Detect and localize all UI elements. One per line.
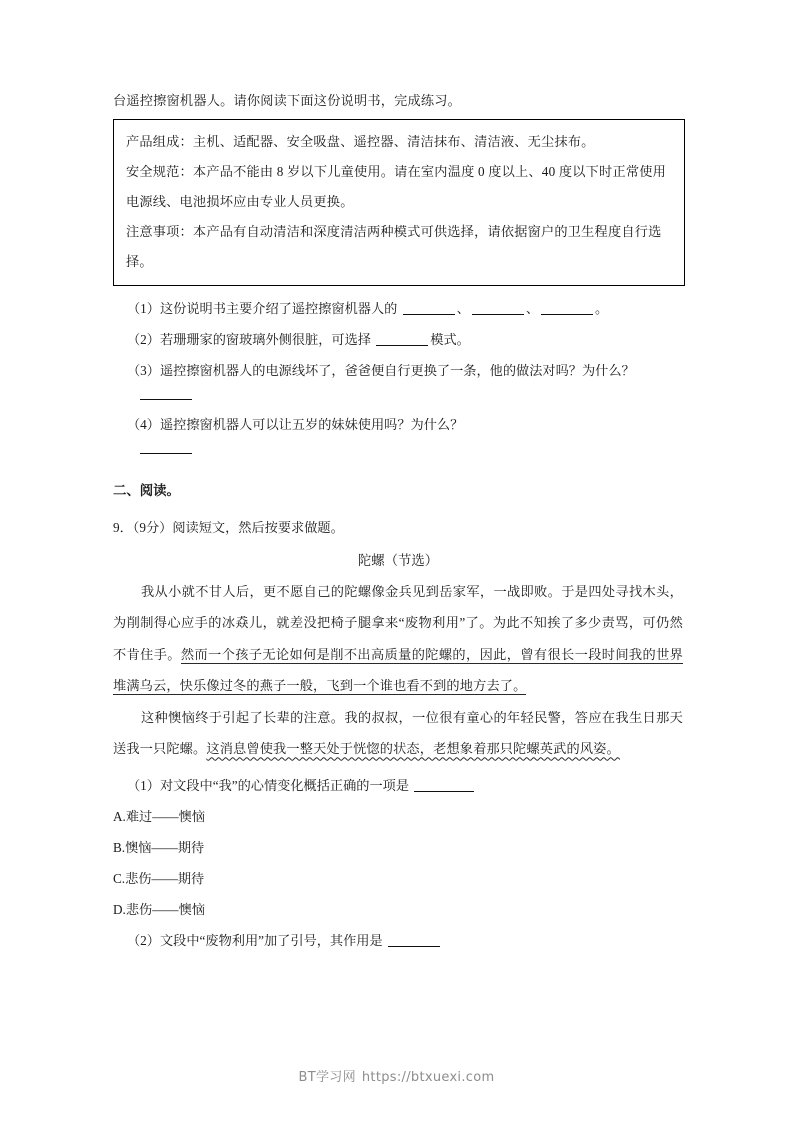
choice-key: C. [113,870,126,886]
passage-text-underlined: 然而一个孩子无论如何是削不出高质量的陀螺的，因此，曾有很长一段时间我的世界堆满乌云，快乐像过冬的燕子一般，飞到一个谁也看不到的地方去了。 [113,646,684,694]
spacer [113,286,683,293]
manual-line-notes: 注意事项：本产品有自动清洁和深度清洁两种模式可供选择，请依据窗户的卫生程度自行选择。 [126,223,662,269]
manual-line-composition: 产品组成：主机、适配器、安全吸盘、遥控器、清洁抹布、清洁液、无尘抹布。 [126,133,595,149]
answer-blank[interactable] [388,933,440,947]
question-suffix: 模式。 [430,331,470,347]
passage-text-plain: 这种懊恼终于引起了长辈的注意。我的叔叔，一位很有童心的年轻民警，答应在我生日那天送我一只陀螺。 [113,709,683,757]
manual-line-safety: 安全规范：本产品不能由 8 岁以下儿童使用。请在室内温度 0 度以上、40 度以下时正常使用电源线、电池损坏应由专业人员更换。 [126,163,666,209]
reading-question-stem: 9．（9分）阅读短文，然后按要求做题。 [113,520,344,536]
choice-label: 悲伤——懊恼 [125,901,205,917]
answer-blank[interactable] [472,301,524,315]
spec-question-1 [113,293,683,324]
passage-text-wavy-underlined: 这消息曾使我一整天处于恍惚的状态，老想象着那只陀螺英武的风姿。 [206,741,620,757]
choice-key: A. [113,808,126,824]
answer-blank[interactable] [403,301,455,315]
choice-key: B. [113,839,126,855]
question-text: 文段中“废物利用”加了引号，其作用是 [159,932,383,948]
choice-option-b[interactable] [113,832,683,863]
choice-label: 悲伤——期待 [125,870,205,886]
choice-option-d[interactable] [113,894,683,925]
choice-key: D. [113,901,126,917]
question-text: 对文段中“我”的心情变化概括正确的一项是 [159,777,410,793]
question-number: （3） [127,362,160,378]
passage-paragraph-2 [113,702,683,765]
watermark-url: https://btxuexi.com [361,1070,495,1085]
choice-label: 难过——懊恼 [125,808,205,824]
question-number: （1） [127,300,160,316]
spec-question-3 [113,355,683,386]
answer-blank[interactable] [414,778,474,792]
spec-question-4 [113,409,683,440]
passage-title: 陀螺（节选） [357,552,439,568]
lead-in-text: 台遥控擦窗机器人。请你阅读下面这份说明书，完成练习。 [113,93,462,108]
choice-label: 懊恼——期待 [125,839,205,855]
product-manual-box [113,119,685,286]
blank-separator: 、 [525,300,540,316]
question-suffix: 。 [595,300,609,316]
watermark-site-name: BT学习网 [298,1070,356,1085]
question-text: 遥控擦窗机器人可以让五岁的妹妹使用吗？为什么？ [159,416,464,432]
page-content [113,86,683,956]
choice-option-a[interactable] [113,801,683,832]
answer-rule[interactable] [140,399,192,400]
footer-watermark [0,1066,793,1085]
passage-paragraph-1 [113,576,683,702]
question-text: 这份说明书主要介绍了遥控擦窗机器人的 [159,300,398,316]
question-number: （4） [127,416,160,432]
reading-sub-question-1 [113,770,683,801]
answer-blank[interactable] [376,332,428,346]
answer-blank[interactable] [541,301,593,315]
question-number: （1） [127,777,160,793]
question-number: （2） [127,331,160,347]
choice-option-c[interactable] [113,863,683,894]
blank-separator: 、 [456,300,470,316]
spec-question-2 [113,324,683,355]
question-number: （2） [127,932,160,948]
answer-rule[interactable] [140,453,192,454]
question-text: 遥控擦窗机器人的电源线坏了，爸爸便自行更换了一条，他的做法对吗？为什么？ [159,362,635,378]
reading-sub-question-2 [113,925,683,956]
section-heading-two: 二、阅读。 [113,482,180,498]
passage-text-plain: 我从小就不甘人后，更不愿自己的陀螺像金兵见到岳家军，一战即败。于是四处寻找木头，为削制得心应手的冰猋儿，就差没把椅子腿拿来“废物利用”了。为此不知挨了多少责骂，可仍然不肯住手。 [113,583,683,662]
question-text: 若珊珊家的窗玻璃外侧很脏，可选择 [159,331,371,347]
